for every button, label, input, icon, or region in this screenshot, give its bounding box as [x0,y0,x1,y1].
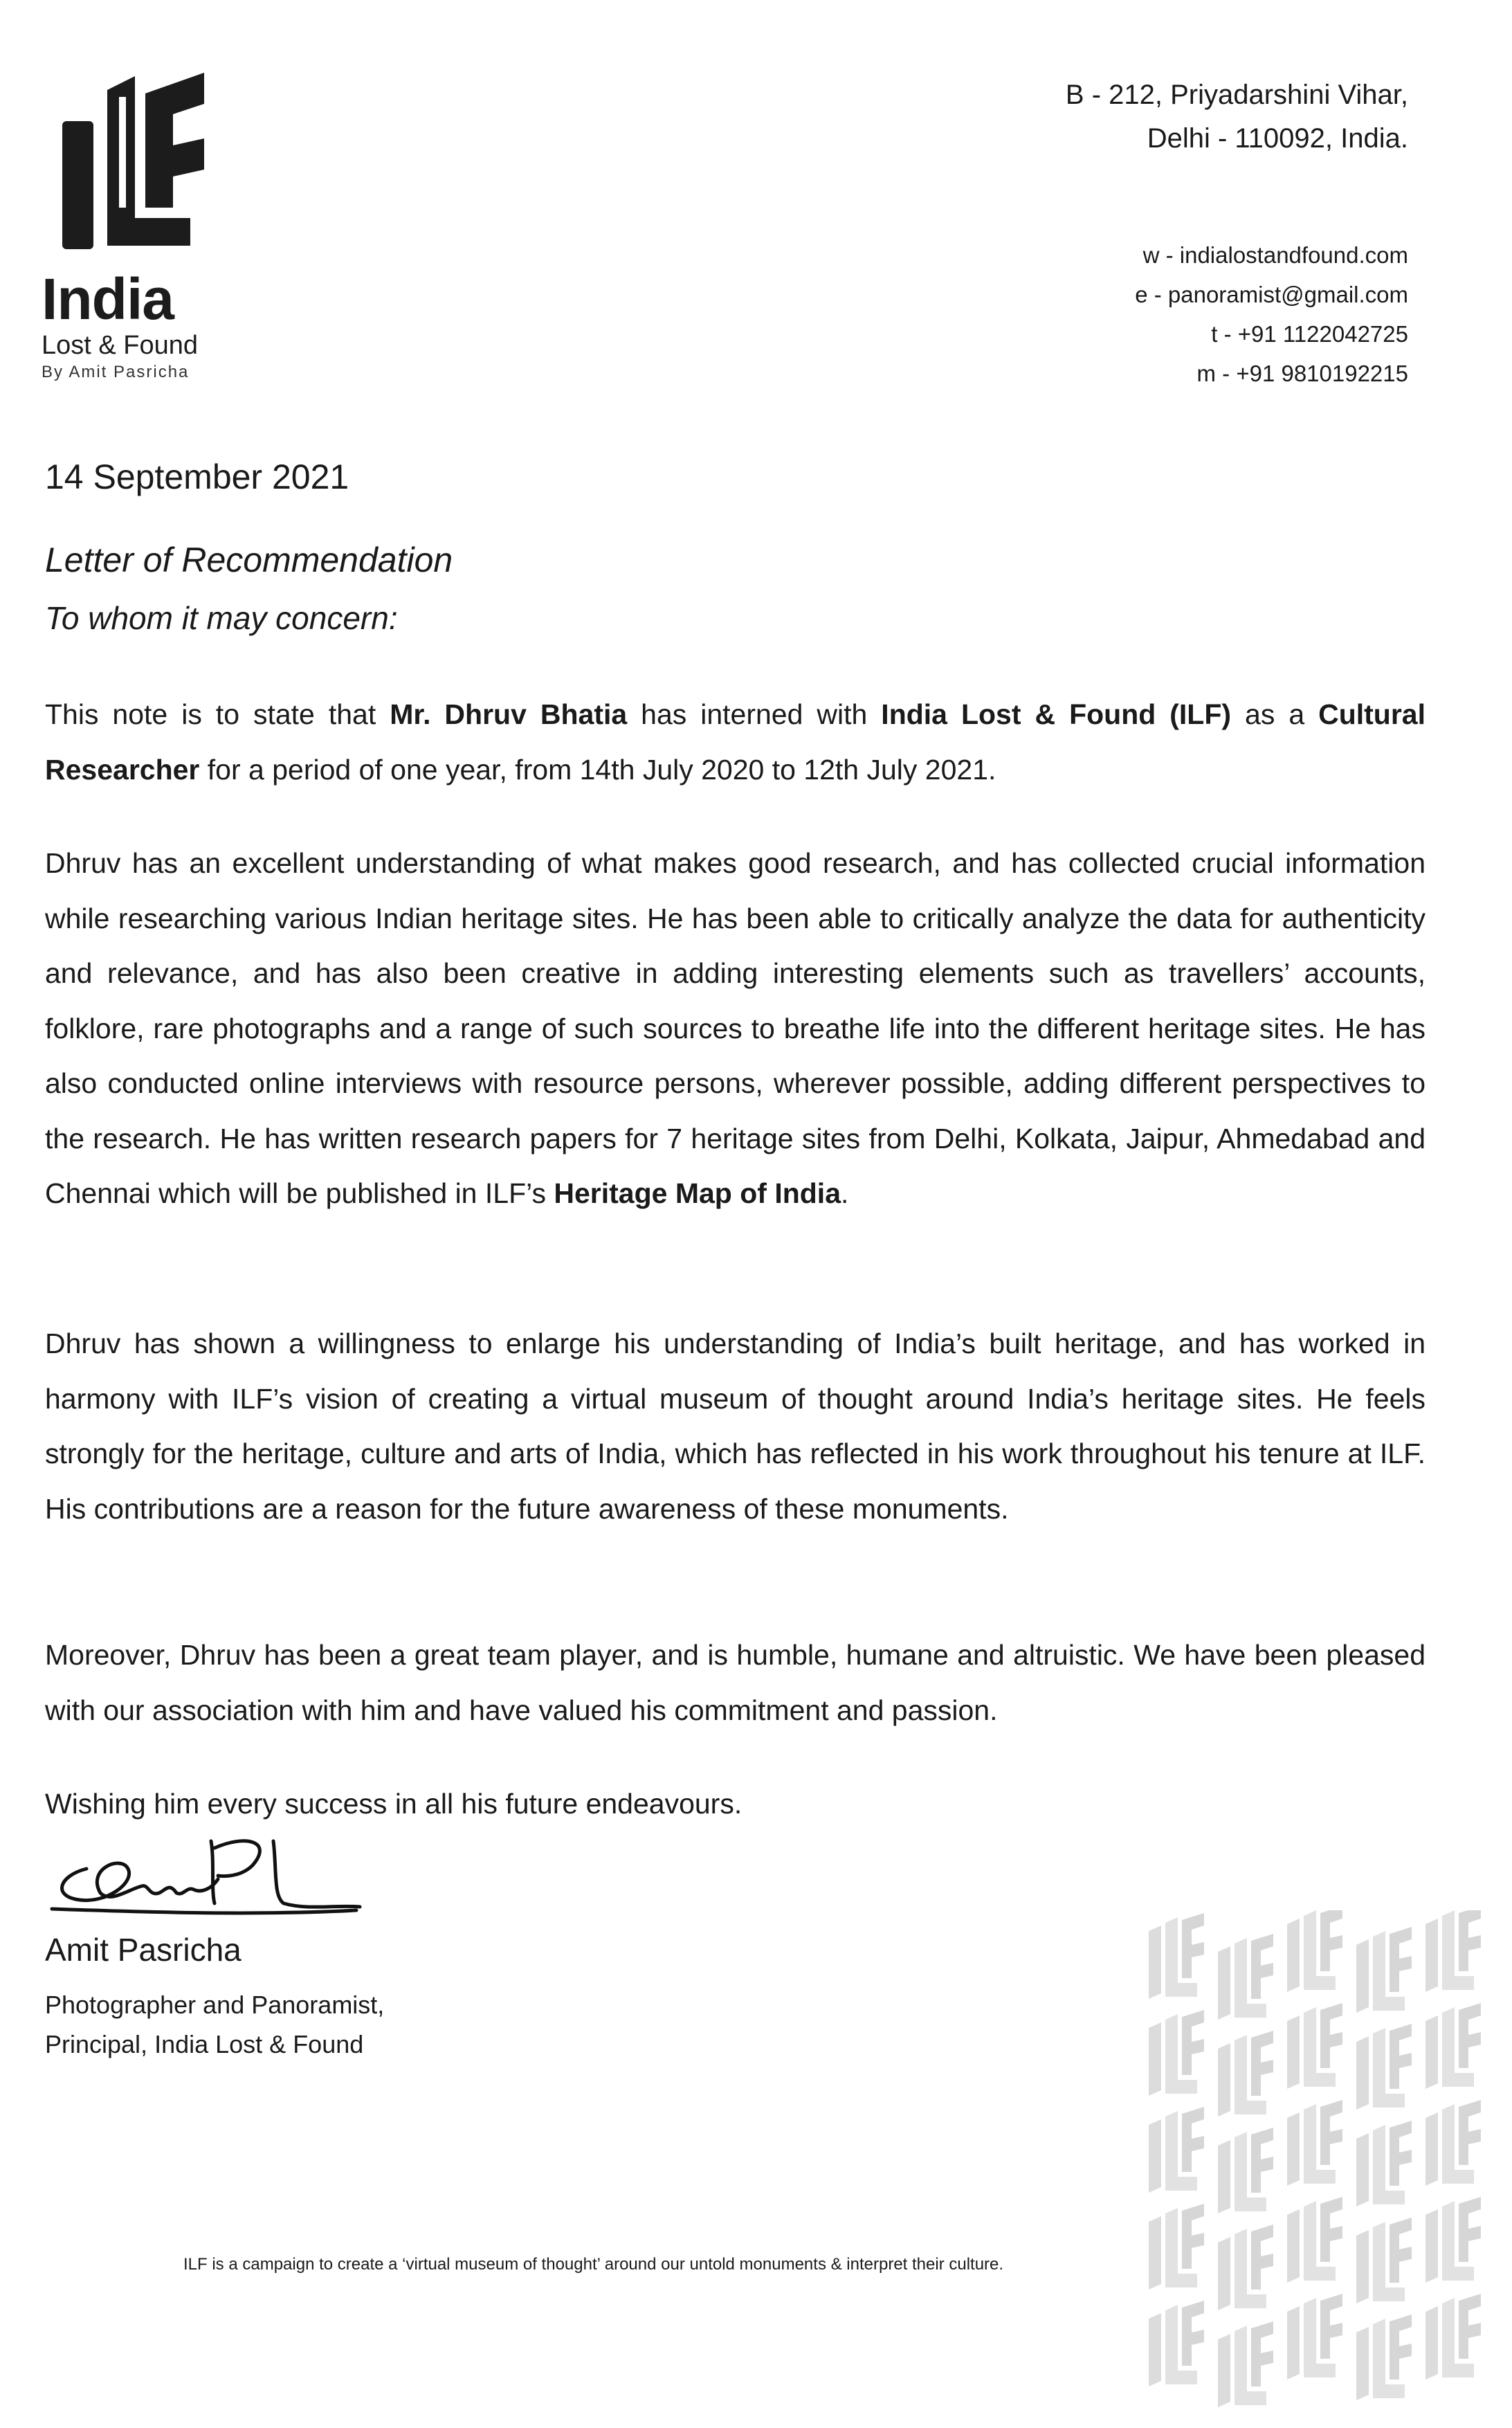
ilf-logo [42,69,263,382]
paragraph-closing [45,1777,1426,1832]
signer-title-line-2: Principal, India Lost & Found [45,2030,364,2058]
address-line-1: B - 212, Priyadarshini Vihar, [1065,80,1408,110]
p4-text: Moreover, Dhruv has been a great team player, and is humble, humane and altruistic. We have been pleased with our association with him and have valued his commitment and passion. [45,1639,1426,1726]
closing-text: Wishing him every success in all his future endeavours. [45,1788,743,1820]
ilf-watermark-pattern [1135,1910,1495,2428]
letter-subject: Letter of Recommendation [45,541,453,579]
signer-name: Amit Pasricha [45,1932,242,1968]
address-line-2: Delhi - 110092, India. [1147,123,1408,154]
intern-role: Cultural Researcher [45,698,1426,786]
signer-title-line-1: Photographer and Panoramist, [45,1991,385,2019]
paragraph-research [45,836,1426,1222]
p1-text-4: for a period of one year, from 14th July 2020 to 12th July 2021. [199,753,996,786]
letter-date: 14 September 2021 [45,457,349,496]
p2-text-2: . [841,1177,849,1209]
paragraph-intro [45,687,1426,797]
p3-text: Dhruv has shown a willingness to enlarge his understanding of India’s built heritage, and has worked in harmony with ILF’s vision of creating a virtual museum of thought around India’s heritage sites. He feels strongly for the heritage, culture and arts of India, which has reflected in his work throughout his tenure at ILF. His contributions are a reason for the future awareness of these monuments. [45,1328,1426,1525]
paragraph-character [45,1628,1426,1738]
contact-phone: t - +91 1122042725 [1211,321,1408,347]
organization-name: India Lost & Found (ILF) [881,698,1232,730]
contact-block [1135,235,1408,393]
footer-tagline: ILF is a campaign to create a ‘virtual museum of thought’ around our untold monuments & interpret their culture. [183,2255,1004,2274]
contact-email[interactable]: e - panoramist@gmail.com [1135,282,1408,307]
brand-byline: By Amit Pasricha [42,362,190,381]
handwritten-signature [45,1827,363,1931]
heritage-map-name: Heritage Map of India [554,1177,841,1209]
contact-website[interactable]: w - indialostandfound.com [1142,242,1408,268]
paragraph-vision [45,1316,1426,1537]
brand-name: India [42,266,174,332]
signer-title [45,1985,384,2064]
p1-text-3: as a [1231,698,1319,730]
p1-text-1: This note is to state that [45,698,390,730]
brand-subtitle: Lost & Found [42,331,199,360]
ilf-monogram-icon [42,69,221,249]
letter-salutation: To whom it may concern: [45,600,398,636]
intern-name: Mr. Dhruv Bhatia [390,698,628,730]
p2-text-1: Dhruv has an excellent understanding of what makes good research, and has collected crucial information while researching various Indian heritage sites. He has been able to critically analyze the data for authenticity and relevance, and has also been creative in adding interesting elements such as travellers’ accounts, folklore, rare photographs and a range of such sources to breathe life into the different heritage sites. He has also conducted online interviews with resource persons, wherever possible, adding different perspectives to the research. He has written research papers for 7 heritage sites from Delhi, Kolkata, Jaipur, Ahmedabad and Chennai which will be published in ILF’s [45,847,1426,1209]
watermark-tiles [1149,1910,1481,2407]
p1-text-2: has interned with [627,698,882,730]
contact-mobile: m - +91 9810192215 [1196,361,1408,386]
address-block [1066,73,1408,161]
